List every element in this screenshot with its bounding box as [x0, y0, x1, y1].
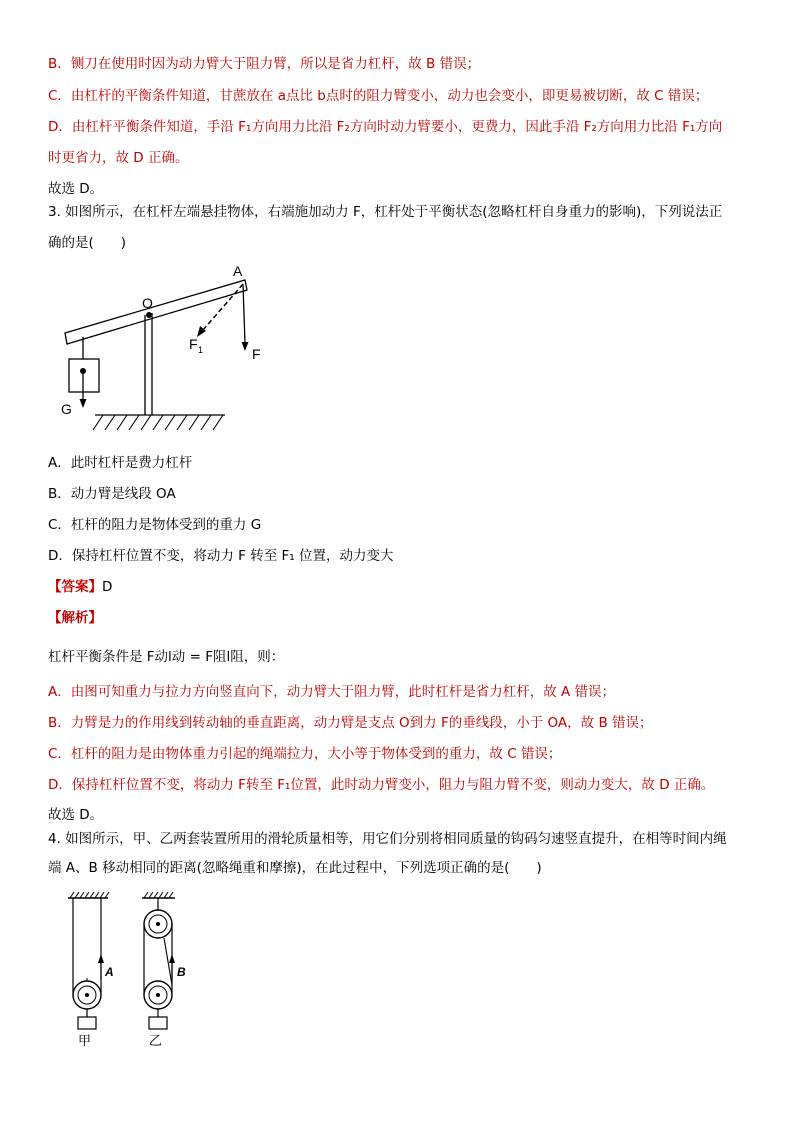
weight-yi	[149, 1017, 167, 1029]
arrow-a	[98, 954, 104, 963]
label-jia: 甲	[78, 1033, 92, 1048]
label-f1-sub: 1	[198, 345, 204, 355]
prev-choose: 故选 D。	[48, 181, 104, 197]
prev-analysis-d-line1: D．由杠杆平衡条件知道，手沿 F₁方向用力比沿 F₂方向时动力臂要小，更费力，因此手沿 F₂方向用力比沿 F₁方向	[48, 119, 723, 135]
q3-option-b: B．动力臂是线段 OA	[48, 486, 176, 502]
q3-analysis-c: C．杠杆的阻力是由物体重力引起的绳端拉力，大小等于物体受到的重力，故 C 错误；	[48, 746, 562, 762]
label-a: A	[233, 263, 243, 279]
lever-bar	[65, 280, 247, 344]
q4-pulley-figure	[60, 890, 200, 1050]
q4-stem-line1: 4. 如图所示，甲、乙两套装置所用的滑轮质量相等，用它们分别将相同质量的钩码匀速竖直提升，在相等时间内绳	[48, 831, 727, 847]
answer-value: D	[102, 579, 113, 595]
q3-stem-line2: 确的是( )	[48, 235, 127, 251]
pivot-point	[146, 312, 152, 318]
q3-choose: 故选 D。	[48, 807, 104, 823]
q4-stem-line2: 端 A、B 移动相同的距离(忽略绳重和摩擦)，在此过程中，下列选项正确的是( )	[48, 860, 542, 876]
prev-analysis-d-line2: 时更省力，故 D 正确。	[48, 150, 189, 166]
q3-answer	[48, 577, 112, 597]
force-f-arrow	[242, 342, 249, 351]
label-g: G	[61, 401, 72, 417]
q3-lever-figure	[55, 258, 265, 438]
q3-option-a: A．此时杠杆是费力杠杆	[48, 455, 193, 471]
q3-analysis-d: D．保持杠杆位置不变，将动力 F转至 F₁位置，此时动力臂变小，阻力与阻力臂不变，则动力变大，故 D 正确。	[48, 777, 715, 793]
q3-option-c: C．杠杆的阻力是物体受到的重力 G	[48, 517, 262, 533]
prev-analysis-c: C．由杠杆的平衡条件知道，甘蔗放在 a点比 b点时的阻力臂变小，动力也会变小，即更易被切断，故 C 错误；	[48, 88, 709, 104]
weight-jia	[78, 1017, 96, 1029]
label-b: B	[177, 965, 186, 979]
label-a: A	[105, 965, 114, 979]
q3-option-d: D．保持杠杆位置不变，将动力 F 转至 F₁ 位置，动力变大	[48, 548, 394, 564]
label-f1: F	[189, 336, 198, 352]
arrow-b	[169, 954, 175, 963]
q3-analysis-label: 【解析】	[48, 610, 102, 626]
label-yi: 乙	[149, 1033, 163, 1048]
hanging-weight	[69, 359, 99, 392]
q3-analysis-b: B．力臂是力的作用线到转动轴的垂直距离，动力臂是支点 O到力 F的垂线段，小于 OA，故 B 错误；	[48, 715, 653, 731]
answer-label: 【答案】	[48, 579, 102, 595]
label-f: F	[252, 346, 261, 362]
q3-condition: 杠杆平衡条件是 F动l动 = F阻l阻，则：	[48, 649, 285, 665]
q3-stem-line1: 3. 如图所示，在杠杆左端悬挂物体，右端施加动力 F，杠杆处于平衡状态(忽略杠杆自身重力的影响)，下列说法正	[48, 204, 723, 220]
prev-analysis-b: B．铡刀在使用时因为动力臂大于阻力臂，所以是省力杠杆，故 B 错误；	[48, 56, 481, 72]
label-o: O	[142, 295, 153, 311]
gravity-arrow	[80, 399, 87, 408]
q3-analysis-a: A．由图可知重力与拉力方向竖直向下，动力臂大于阻力臂，此时杠杆是省力杠杆，故 A 错误；	[48, 684, 616, 700]
